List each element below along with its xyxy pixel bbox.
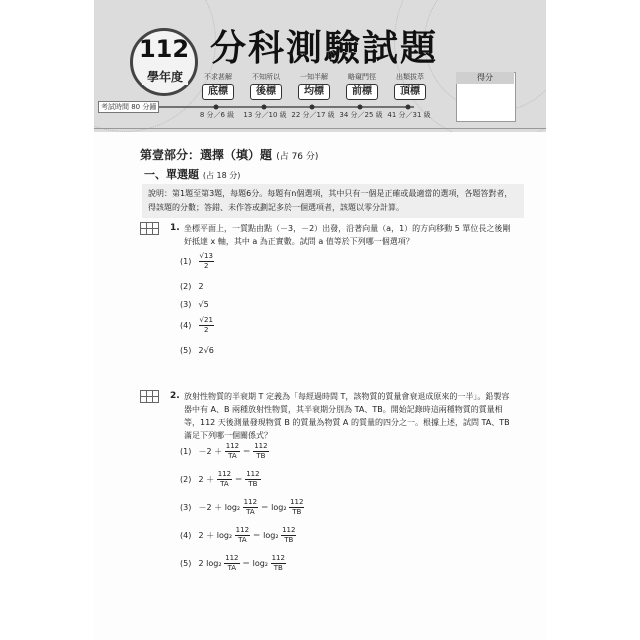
fraction [245,470,260,489]
fraction [235,526,250,545]
option-2[interactable] [180,470,261,489]
option-number: (2) [180,282,192,291]
level-badge: 前標 [346,84,378,100]
denominator: TA [228,452,237,460]
option-2[interactable] [180,280,204,293]
option-number: (5) [180,346,192,355]
option-number: (1) [180,257,192,266]
divider [94,128,546,129]
fraction [253,442,268,461]
fraction [225,442,240,461]
level-badge: 頂標 [394,84,426,100]
denominator: TB [273,564,283,572]
level-score: 34 分／25 級 [339,111,383,119]
exam-page [94,0,546,640]
level-desc: 略窺門徑 [348,73,376,81]
fraction [271,554,286,573]
option-5[interactable] [180,554,286,573]
numerator: 112 [254,442,268,450]
numerator: 112 [217,470,232,478]
level-score: 8 分／6 級 [199,111,235,119]
level-badge: 均標 [298,84,330,100]
question-text: 放射性物質的半衰期 T 定義為「每經過時間 T，該物質的質量會衰退成原來的一半」。鉛製容器中有 A、B 兩種放射性物質，其半衰期分別為 TA、TB。開始記錄時這兩種物質的質量相等，112 天後測量發現物質 B 的質量為物質 A 的質量的四分之一。根據上述，試問 TA、TB 滿足下列哪一個關係式？ [184,392,510,440]
level-desc: 不求甚解 [204,73,232,81]
denominator: TB [292,508,302,516]
section-points: (占 76 分) [276,152,319,162]
option-lhs: 2 ＋ log₂ [198,531,233,540]
question-number: 1. [170,223,180,233]
answer-grid-icon [140,222,162,238]
denominator: TA [246,508,255,516]
denominator: TB [284,536,294,544]
option-4[interactable] [180,316,214,335]
option-lhs: 2 log₂ [198,559,222,568]
fraction [199,252,214,271]
subsection-title-text: 一、單選題 [144,168,199,181]
question-number: 2. [170,391,180,401]
option-value: 2√6 [198,346,214,355]
numerator: 112 [282,526,296,534]
level-score: 41 分／31 級 [387,111,431,119]
option-mid: ＝ log₂ [260,503,287,512]
denominator: 2 [204,326,209,334]
year-label: 學年度 [142,68,188,85]
fraction [281,526,296,545]
question-text: 坐標平面上，一質點由點（－3，－2）出發，沿著向量（a，1）的方向移動 5 單位長之後剛好抵達 x 軸，其中 a 為正實數。試問 a 值等於下列哪一個選項？ [184,224,511,246]
score-label: 得分 [456,72,514,84]
level-badge: 後標 [250,84,282,100]
fraction [289,498,304,517]
option-value: 2 [198,282,204,291]
time-scale-line [124,104,414,110]
option-3[interactable] [180,298,209,311]
option-number: (3) [180,300,192,309]
fraction [199,316,214,335]
numerator: 112 [290,498,304,506]
option-lhs: 2 ＋ [198,475,215,484]
fraction [224,554,239,573]
year-badge [130,28,198,96]
exam-time-label: 考試時間 80 分鐘 [98,101,159,113]
subsection-title [144,166,240,182]
option-mid: ＝ log₂ [252,531,279,540]
level-score: 22 分／17 級 [291,111,335,119]
section-title-text: 第壹部分：選擇（填）題 [140,148,273,162]
level-score: 13 分／10 級 [243,111,287,119]
level-desc: 不知所以 [252,73,280,81]
option-mid: ＝ [242,447,251,456]
numerator: 112 [243,498,258,506]
subsection-points: (占 18 分) [202,171,241,180]
option-mid: ＝ [234,475,243,484]
denominator: TB [248,480,258,488]
option-4[interactable] [180,526,296,545]
level-desc: 出類拔萃 [396,73,424,81]
option-3[interactable] [180,498,304,517]
section-title [140,146,318,163]
denominator: TB [256,452,266,460]
option-lhs: －2 ＋ log₂ [198,503,241,512]
instructions-box: 說明：第1題至第3題，每題6分。每題有n個選項，其中只有一個是正確或最適當的選項，各題答對者，得該題的分數；答錯、未作答或劃記多於一個選項者，該題以零分計算。 [142,184,524,218]
option-1[interactable] [180,252,214,271]
denominator: TA [220,480,229,488]
level-badge: 底標 [202,84,234,100]
option-number: (3) [180,503,192,512]
denominator: TA [227,564,237,572]
numerator: 112 [225,554,239,562]
numerator: 112 [225,442,240,450]
numerator: √13 [199,252,213,260]
year-number: 112 [138,35,190,63]
question-1 [140,222,520,412]
fraction [217,470,232,489]
answer-grid-icon [140,390,162,406]
page-title: 分科測驗試題 [210,28,439,69]
numerator: √21 [199,316,213,324]
numerator: 112 [271,554,285,562]
level-desc: 一知半解 [300,73,328,81]
option-number: (2) [180,475,192,484]
option-value: √5 [198,300,209,309]
denominator: TA [238,536,247,544]
option-number: (5) [180,559,192,568]
header-banner [94,0,546,132]
fraction [243,498,258,517]
question-2 [140,390,520,640]
option-1[interactable] [180,442,269,461]
numerator: 112 [246,470,260,478]
option-number: (4) [180,321,192,330]
option-lhs: －2 ＋ [198,447,223,456]
numerator: 112 [235,526,250,534]
option-mid: ＝ log₂ [242,559,269,568]
denominator: 2 [204,262,209,270]
option-5[interactable] [180,344,214,357]
option-number: (4) [180,531,192,540]
option-number: (1) [180,447,192,456]
